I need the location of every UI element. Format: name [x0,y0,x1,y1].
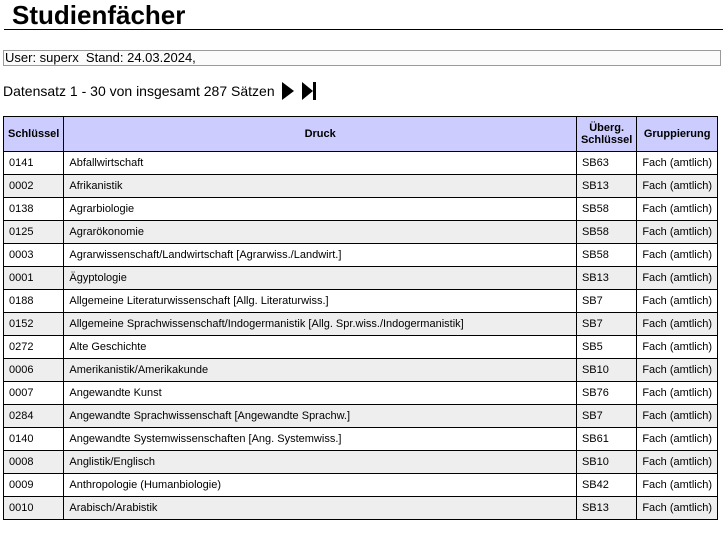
table-row [4,474,718,497]
cell-druck: Alte Geschichte [64,336,577,359]
table-row [4,175,718,198]
cell-parent-key: SB58 [576,244,636,267]
cell-key: 0006 [4,359,64,382]
cell-parent-key: SB10 [576,451,636,474]
table-row [4,382,718,405]
cell-key: 0010 [4,497,64,520]
cell-druck: Angewandte Systemwissenschaften [Ang. Systemwiss.] [64,428,577,451]
last-page-icon[interactable] [301,81,317,101]
table-row [4,267,718,290]
cell-key: 0138 [4,198,64,221]
cell-parent-key: SB7 [576,290,636,313]
cell-group: Fach (amtlich) [637,290,718,313]
cell-key: 0002 [4,175,64,198]
cell-key: 0152 [4,313,64,336]
cell-druck: Angewandte Sprachwissenschaft [Angewandte Sprachw.] [64,405,577,428]
cell-group: Fach (amtlich) [637,428,718,451]
cell-parent-key: SB58 [576,221,636,244]
table-row [4,428,718,451]
cell-parent-key: SB7 [576,313,636,336]
table-row [4,290,718,313]
pager [3,80,317,102]
column-header-parent-key[interactable] [576,117,636,152]
cell-group: Fach (amtlich) [637,198,718,221]
cell-parent-key: SB13 [576,267,636,290]
cell-parent-key: SB58 [576,198,636,221]
cell-group: Fach (amtlich) [637,267,718,290]
next-page-icon[interactable] [281,81,295,101]
cell-group: Fach (amtlich) [637,474,718,497]
table-row [4,221,718,244]
cell-group: Fach (amtlich) [637,382,718,405]
cell-druck: Allgemeine Literaturwissenschaft [Allg. Literaturwiss.] [64,290,577,313]
table-row [4,313,718,336]
table-row [4,359,718,382]
user-info-bar: User: superx Stand: 24.03.2024, [3,50,721,66]
table-row [4,244,718,267]
cell-druck: Arabisch/Arabistik [64,497,577,520]
cell-group: Fach (amtlich) [637,244,718,267]
cell-druck: Angewandte Kunst [64,382,577,405]
cell-druck: Anglistik/Englisch [64,451,577,474]
cell-parent-key: SB13 [576,497,636,520]
cell-group: Fach (amtlich) [637,152,718,175]
cell-key: 0007 [4,382,64,405]
cell-key: 0001 [4,267,64,290]
cell-key: 0140 [4,428,64,451]
cell-parent-key: SB13 [576,175,636,198]
cell-group: Fach (amtlich) [637,313,718,336]
table-row [4,152,718,175]
cell-parent-key: SB5 [576,336,636,359]
cell-key: 0009 [4,474,64,497]
cell-druck: Allgemeine Sprachwissenschaft/Indogermanistik [Allg. Spr.wiss./Indogermanistik] [64,313,577,336]
cell-druck: Agrarwissenschaft/Landwirtschaft [Agrarwiss./Landwirt.] [64,244,577,267]
parent-key-header-line2: Schlüssel [580,134,633,146]
cell-group: Fach (amtlich) [637,497,718,520]
title-divider [4,29,723,30]
cell-druck: Afrikanistik [64,175,577,198]
table-row [4,405,718,428]
cell-druck: Agrarökonomie [64,221,577,244]
column-header-group[interactable]: Gruppierung [637,117,718,152]
table-row [4,198,718,221]
cell-group: Fach (amtlich) [637,336,718,359]
cell-druck: Anthropologie (Humanbiologie) [64,474,577,497]
cell-key: 0125 [4,221,64,244]
cell-group: Fach (amtlich) [637,359,718,382]
cell-key: 0188 [4,290,64,313]
table-row [4,497,718,520]
table-row [4,451,718,474]
cell-parent-key: SB61 [576,428,636,451]
column-header-druck[interactable]: Druck [64,117,577,152]
cell-druck: Amerikanistik/Amerikakunde [64,359,577,382]
record-range-text: Datensatz 1 - 30 von insgesamt 287 Sätzen [3,83,275,99]
cell-key: 0008 [4,451,64,474]
cell-group: Fach (amtlich) [637,175,718,198]
table-header-row [4,117,718,152]
cell-key: 0003 [4,244,64,267]
cell-druck: Abfallwirtschaft [64,152,577,175]
cell-parent-key: SB42 [576,474,636,497]
cell-parent-key: SB7 [576,405,636,428]
cell-key: 0141 [4,152,64,175]
cell-group: Fach (amtlich) [637,405,718,428]
cell-key: 0272 [4,336,64,359]
cell-group: Fach (amtlich) [637,221,718,244]
cell-druck: Ägyptologie [64,267,577,290]
cell-group: Fach (amtlich) [637,451,718,474]
results-table [3,116,718,520]
page-title: Studienfächer [12,0,186,30]
cell-parent-key: SB10 [576,359,636,382]
cell-parent-key: SB63 [576,152,636,175]
table-row [4,336,718,359]
cell-druck: Agrarbiologie [64,198,577,221]
column-header-key[interactable]: Schlüssel [4,117,64,152]
cell-key: 0284 [4,405,64,428]
cell-parent-key: SB76 [576,382,636,405]
parent-key-header-line1: Überg. [589,122,625,134]
